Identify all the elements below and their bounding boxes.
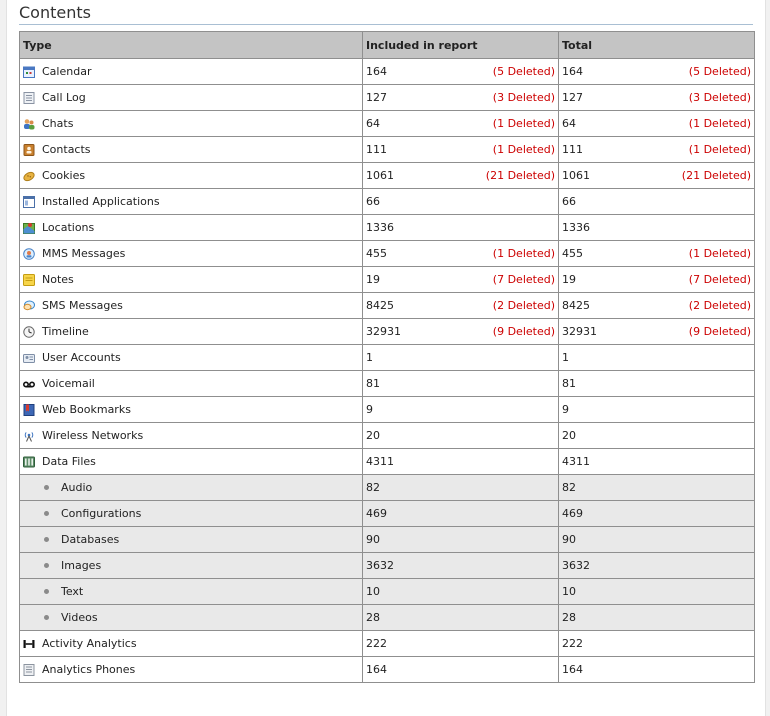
table-row (20, 501, 755, 527)
included-count: 469 (366, 507, 387, 520)
type-cell (20, 241, 363, 267)
type-label-voicemail: Voicemail (42, 377, 95, 390)
total-cell (559, 501, 755, 527)
contacts-icon (23, 144, 35, 156)
included-cell (363, 501, 559, 527)
total-cell (559, 163, 755, 189)
total-count: 64 (562, 117, 576, 130)
type-label-notes: Notes (42, 273, 74, 286)
calendar-icon (23, 66, 35, 78)
total-count: 20 (562, 429, 576, 442)
total-cell (559, 59, 755, 85)
type-cell (20, 163, 363, 189)
included-count: 164 (366, 663, 387, 676)
total-cell (559, 189, 755, 215)
type-label-locations: Locations (42, 221, 95, 234)
included-count: 222 (366, 637, 387, 650)
included-count: 1336 (366, 221, 394, 234)
included-cell (363, 631, 559, 657)
total-cell (559, 319, 755, 345)
included-cell (363, 85, 559, 111)
total-count: 9 (562, 403, 569, 416)
type-cell (20, 579, 363, 605)
total-deleted-count: (3 Deleted) (688, 91, 751, 104)
notes-icon (23, 274, 35, 286)
included-cell (363, 475, 559, 501)
table-row (20, 527, 755, 553)
total-count: 81 (562, 377, 576, 390)
included-count: 10 (366, 585, 380, 598)
chats-icon (23, 118, 35, 130)
type-label-call-log: Call Log (42, 91, 86, 104)
type-label-images: Images (61, 559, 102, 572)
cookies-icon (23, 170, 35, 182)
locations-icon (23, 222, 35, 234)
included-count: 1061 (366, 169, 394, 182)
total-deleted-count: (21 Deleted) (681, 169, 751, 182)
total-cell (559, 137, 755, 163)
included-deleted-count: (1 Deleted) (492, 117, 555, 130)
installed-applications-icon (23, 196, 35, 208)
type-label-data-files: Data Files (42, 455, 96, 468)
type-cell (20, 527, 363, 553)
included-count: 164 (366, 65, 387, 78)
included-deleted-count: (21 Deleted) (485, 169, 555, 182)
included-count: 32931 (366, 325, 401, 338)
included-cell (363, 345, 559, 371)
type-label-calendar: Calendar (42, 65, 92, 78)
total-cell (559, 423, 755, 449)
total-count: 32931 (562, 325, 597, 338)
total-count: 222 (562, 637, 583, 650)
type-label-analytics-phones: Analytics Phones (42, 663, 136, 676)
activity-analytics-icon (23, 638, 35, 650)
type-label-mms-messages: MMS Messages (42, 247, 126, 260)
type-cell (20, 267, 363, 293)
type-cell (20, 215, 363, 241)
included-count: 111 (366, 143, 387, 156)
total-count: 164 (562, 65, 583, 78)
total-count: 3632 (562, 559, 590, 572)
bullet-icon (44, 485, 49, 490)
total-cell (559, 267, 755, 293)
bullet-icon (44, 537, 49, 542)
total-cell (559, 579, 755, 605)
included-cell (363, 215, 559, 241)
table-row (20, 423, 755, 449)
total-count: 82 (562, 481, 576, 494)
included-cell (363, 397, 559, 423)
type-label-chats: Chats (42, 117, 74, 130)
table-row (20, 111, 755, 137)
type-label-databases: Databases (61, 533, 120, 546)
table-row (20, 579, 755, 605)
type-cell (20, 85, 363, 111)
table-row (20, 85, 755, 111)
included-count: 66 (366, 195, 380, 208)
total-deleted-count: (9 Deleted) (688, 325, 751, 338)
table-row (20, 449, 755, 475)
total-count: 127 (562, 91, 583, 104)
table-row (20, 605, 755, 631)
total-cell (559, 241, 755, 267)
included-count: 8425 (366, 299, 394, 312)
included-count: 19 (366, 273, 380, 286)
type-label-videos: Videos (61, 611, 98, 624)
total-count: 28 (562, 611, 576, 624)
included-count: 90 (366, 533, 380, 546)
total-deleted-count: (1 Deleted) (688, 143, 751, 156)
total-count: 469 (562, 507, 583, 520)
wireless-networks-icon (23, 430, 35, 442)
type-cell (20, 501, 363, 527)
table-row (20, 319, 755, 345)
included-count: 455 (366, 247, 387, 260)
type-label-activity-analytics: Activity Analytics (42, 637, 137, 650)
included-deleted-count: (3 Deleted) (492, 91, 555, 104)
type-cell (20, 293, 363, 319)
type-label-configurations: Configurations (61, 507, 142, 520)
user-accounts-icon (23, 352, 35, 364)
bullet-icon (44, 589, 49, 594)
table-body (20, 59, 755, 683)
type-cell (20, 423, 363, 449)
included-cell (363, 267, 559, 293)
total-deleted-count: (7 Deleted) (688, 273, 751, 286)
type-cell (20, 449, 363, 475)
included-deleted-count: (5 Deleted) (492, 65, 555, 78)
type-cell (20, 553, 363, 579)
table-row (20, 241, 755, 267)
included-cell (363, 605, 559, 631)
column-header-type: Type (20, 32, 363, 59)
included-cell (363, 319, 559, 345)
table-row (20, 215, 755, 241)
timeline-icon (23, 326, 35, 338)
type-cell (20, 345, 363, 371)
total-cell (559, 371, 755, 397)
total-deleted-count: (1 Deleted) (688, 117, 751, 130)
included-deleted-count: (7 Deleted) (492, 273, 555, 286)
type-label-timeline: Timeline (42, 325, 89, 338)
type-cell (20, 189, 363, 215)
total-count: 455 (562, 247, 583, 260)
total-cell (559, 553, 755, 579)
included-cell (363, 59, 559, 85)
total-count: 19 (562, 273, 576, 286)
total-count: 111 (562, 143, 583, 156)
included-count: 4311 (366, 455, 394, 468)
table-row (20, 553, 755, 579)
type-cell (20, 59, 363, 85)
included-cell (363, 579, 559, 605)
total-count: 1 (562, 351, 569, 364)
total-deleted-count: (1 Deleted) (688, 247, 751, 260)
total-cell (559, 85, 755, 111)
included-cell (363, 553, 559, 579)
type-cell (20, 475, 363, 501)
data-files-icon (23, 456, 35, 468)
sms-messages-icon (23, 300, 35, 312)
total-count: 1061 (562, 169, 590, 182)
included-cell (363, 163, 559, 189)
included-cell (363, 293, 559, 319)
included-count: 28 (366, 611, 380, 624)
total-cell (559, 293, 755, 319)
included-count: 9 (366, 403, 373, 416)
type-label-installed-applications: Installed Applications (42, 195, 160, 208)
web-bookmarks-icon (23, 404, 35, 416)
total-count: 8425 (562, 299, 590, 312)
title-divider (19, 24, 753, 25)
contents-panel (6, 0, 766, 716)
included-cell (363, 423, 559, 449)
mms-messages-icon (23, 248, 35, 260)
included-cell (363, 137, 559, 163)
analytics-phones-icon (23, 664, 35, 676)
table-row (20, 345, 755, 371)
contents-table (19, 31, 755, 683)
included-count: 3632 (366, 559, 394, 572)
total-cell (559, 449, 755, 475)
type-label-sms-messages: SMS Messages (42, 299, 123, 312)
table-row (20, 631, 755, 657)
table-row (20, 163, 755, 189)
included-count: 64 (366, 117, 380, 130)
total-cell (559, 631, 755, 657)
included-cell (363, 189, 559, 215)
included-cell (363, 371, 559, 397)
table-row (20, 657, 755, 683)
table-row (20, 371, 755, 397)
included-cell (363, 449, 559, 475)
table-row (20, 59, 755, 85)
type-label-cookies: Cookies (42, 169, 86, 182)
included-deleted-count: (1 Deleted) (492, 247, 555, 260)
included-cell (363, 111, 559, 137)
table-row (20, 267, 755, 293)
voicemail-icon (23, 378, 35, 390)
total-cell (559, 397, 755, 423)
included-cell (363, 657, 559, 683)
type-cell (20, 111, 363, 137)
table-row (20, 293, 755, 319)
included-cell (363, 527, 559, 553)
total-cell (559, 345, 755, 371)
total-cell (559, 111, 755, 137)
column-header-total: Total (559, 32, 755, 59)
type-cell (20, 371, 363, 397)
type-cell (20, 631, 363, 657)
included-deleted-count: (9 Deleted) (492, 325, 555, 338)
total-cell (559, 475, 755, 501)
section-title: Contents (19, 3, 91, 22)
total-count: 90 (562, 533, 576, 546)
bullet-icon (44, 563, 49, 568)
bullet-icon (44, 615, 49, 620)
included-count: 81 (366, 377, 380, 390)
table-row (20, 137, 755, 163)
type-label-contacts: Contacts (42, 143, 91, 156)
total-count: 164 (562, 663, 583, 676)
column-header-included: Included in report (363, 32, 559, 59)
type-cell (20, 319, 363, 345)
total-cell (559, 527, 755, 553)
type-cell (20, 605, 363, 631)
total-cell (559, 215, 755, 241)
table-header-row (20, 32, 755, 59)
included-deleted-count: (2 Deleted) (492, 299, 555, 312)
type-label-text: Text (61, 585, 84, 598)
table-row (20, 475, 755, 501)
total-cell (559, 605, 755, 631)
call-log-icon (23, 92, 35, 104)
included-deleted-count: (1 Deleted) (492, 143, 555, 156)
table-row (20, 189, 755, 215)
included-count: 127 (366, 91, 387, 104)
total-cell (559, 657, 755, 683)
bullet-icon (44, 511, 49, 516)
total-deleted-count: (5 Deleted) (688, 65, 751, 78)
type-cell (20, 137, 363, 163)
included-count: 20 (366, 429, 380, 442)
type-label-user-accounts: User Accounts (42, 351, 121, 364)
table-row (20, 397, 755, 423)
included-count: 82 (366, 481, 380, 494)
type-label-audio: Audio (61, 481, 93, 494)
total-deleted-count: (2 Deleted) (688, 299, 751, 312)
type-cell (20, 657, 363, 683)
included-cell (363, 241, 559, 267)
included-count: 1 (366, 351, 373, 364)
type-cell (20, 397, 363, 423)
total-count: 1336 (562, 221, 590, 234)
type-label-wireless-networks: Wireless Networks (42, 429, 144, 442)
total-count: 4311 (562, 455, 590, 468)
total-count: 66 (562, 195, 576, 208)
type-label-web-bookmarks: Web Bookmarks (42, 403, 131, 416)
total-count: 10 (562, 585, 576, 598)
